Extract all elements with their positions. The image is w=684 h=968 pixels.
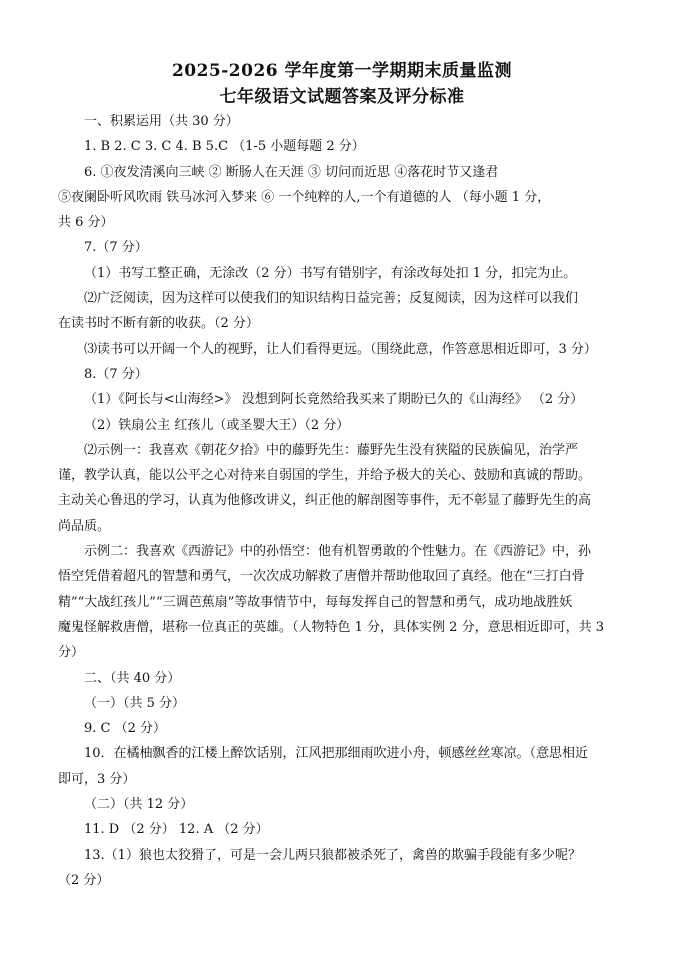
text-line: 示例二：我喜欢《西游记》中的孙悟空：他有机智勇敢的个性魅力。在《西游记》中，孙 — [84, 544, 592, 560]
text-line: 二、（共 40 分） — [84, 670, 181, 686]
text-line: 主动关心鲁迅的学习，认真为他修改讲义，纠正他的解剖图等事件，无不彰显了藤野先生的高 — [58, 493, 592, 509]
text-line: （1）书写工整正确，无涂改（2 分）书写有错别字，有涂改每处扣 1 分，扣完为止。 — [84, 265, 577, 281]
text-line: 7.（7 分） — [84, 240, 148, 256]
text-line: （二）（共 12 分） — [84, 797, 194, 813]
text-line: （2）铁扇公主 红孩儿（或圣婴大王）（2 分） — [84, 417, 350, 433]
text-line: ⑵示例一：我喜欢《朝花夕拾》中的藤野先生：藤野先生没有狭隘的民族偏见，治学严 — [84, 442, 579, 458]
answer-content — [58, 109, 630, 893]
text-line: ⑤夜阑卧听风吹雨 铁马冰河入梦来 ⑥ 一个纯粹的人,一个有道德的人 （每小题 1 分， — [58, 189, 551, 205]
text-line: 13.（1）狼也太狡猾了，可是一会儿两只狼都被杀死了，禽兽的欺骗手段能有多少呢？ — [84, 847, 581, 863]
text-line: 魔鬼怪解救唐僧，堪称一位真正的英雄。（人物特色 1 分，具体实例 2 分，意思相近即可，共 3 — [58, 619, 604, 635]
text-line: （一）（共 5 分） — [84, 695, 186, 711]
text-line: 分） — [58, 645, 85, 661]
text-line: 9. C （2 分） — [84, 721, 167, 737]
document-subtitle: 七年级语文试题答案及评分标准 — [219, 87, 465, 107]
text-line: ⑵广泛阅读，因为这样可以使我们的知识结构日益完善；反复阅读，因为这样可以我们 — [84, 291, 579, 307]
text-line: （1）《阿长与<山海经>》 没想到阿长竟然给我买来了期盼已久的《山海经》 （2 分） — [84, 392, 584, 408]
text-line: 精”“大战红孩儿”“三调芭蕉扇”等故事情节中，每每发挥自己的智慧和勇气，成功地战胜妖 — [58, 594, 573, 610]
text-line: 尚品质。 — [58, 518, 111, 534]
text-line: （2 分） — [58, 872, 110, 888]
text-line: 在读书时不断有新的收获。（2 分） — [58, 316, 259, 332]
text-line: 11. D （2 分） 12. A （2 分） — [84, 822, 269, 838]
text-line: 10．在橘柚飘香的江楼上醉饮话别，江风把那细雨吹进小舟，顿感丝丝寒凉。（意思相近 — [84, 746, 589, 762]
text-line: 即可，3 分） — [58, 771, 136, 787]
document-title: 2025-2026 学年度第一学期期末质量监测 — [171, 61, 513, 81]
text-line: 一、积累运用（共 30 分） — [84, 114, 239, 129]
text-line: 1. B 2. C 3. C 4. B 5.C （1-5 小题每题 2 分） — [84, 139, 365, 155]
text-line: 共 6 分） — [58, 215, 114, 231]
text-line: 谨，教学认真，能以公平之心对待来自弱国的学生，并给予极大的关心、鼓励和真诚的帮助。 — [58, 468, 592, 484]
text-line: 6. ①夜发清溪向三峡 ② 断肠人在天涯 ③ 切问而近思 ④落花时节又逢君 — [84, 164, 499, 180]
text-line: ⑶读书可以开阔一个人的视野，让人们看得更远。（围绕此意，作答意思相近即可，3 分） — [84, 341, 597, 357]
text-line: 悟空凭借着超凡的智慧和勇气，一次次成功解救了唐僧并帮助他取回了真经。他在“三打白骨 — [58, 569, 585, 585]
text-line: 8.（7 分） — [84, 366, 148, 382]
